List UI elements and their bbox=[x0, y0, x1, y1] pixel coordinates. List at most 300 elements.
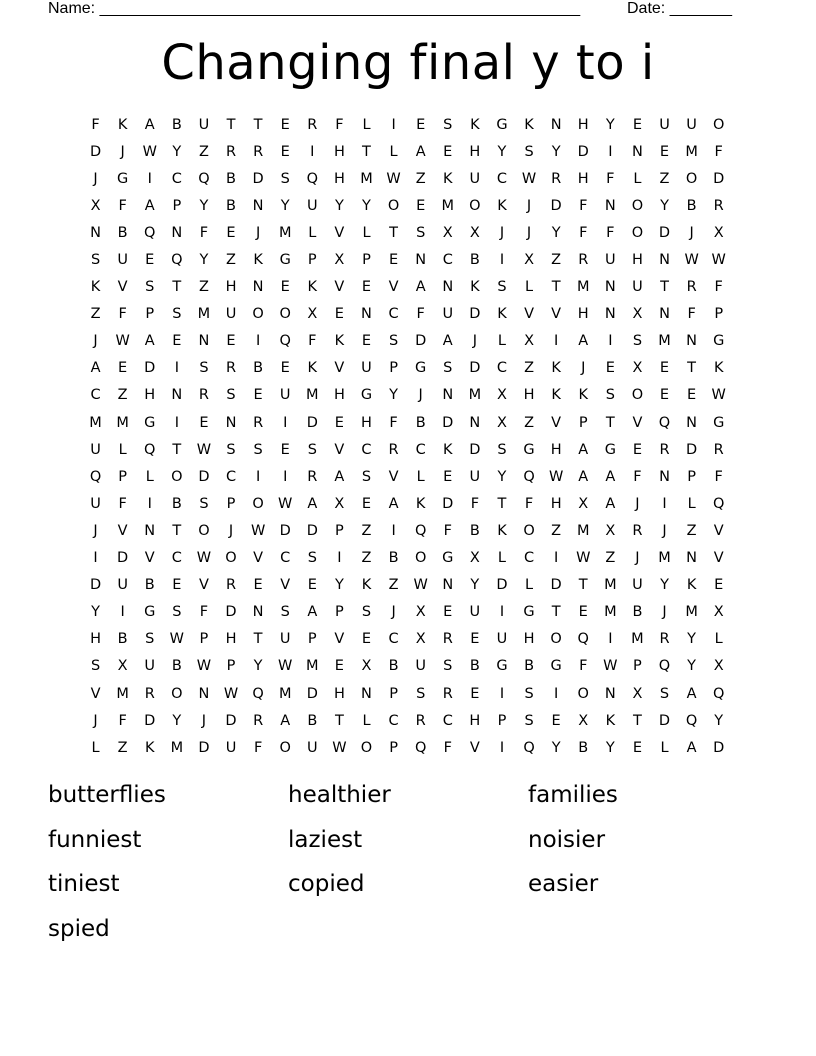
grid-letter[interactable]: N bbox=[442, 387, 454, 404]
grid-letter[interactable]: O bbox=[387, 197, 400, 214]
grid-letter[interactable]: O bbox=[631, 197, 644, 214]
grid-letter[interactable]: G bbox=[713, 333, 725, 350]
grid-letter[interactable]: E bbox=[361, 279, 372, 296]
grid-letter[interactable]: M bbox=[685, 143, 698, 160]
grid-letter[interactable]: J bbox=[255, 224, 261, 241]
grid-letter[interactable]: R bbox=[551, 170, 562, 187]
grid-letter[interactable]: L bbox=[389, 143, 398, 160]
grid-letter[interactable]: H bbox=[333, 143, 345, 160]
grid-letter[interactable]: V bbox=[334, 360, 345, 377]
grid-letter[interactable]: A bbox=[415, 279, 426, 296]
grid-letter[interactable]: N bbox=[361, 685, 372, 702]
grid-letter[interactable]: R bbox=[632, 522, 643, 539]
grid-letter[interactable]: F bbox=[199, 224, 209, 241]
grid-letter[interactable]: M bbox=[604, 577, 617, 594]
grid-letter[interactable]: S bbox=[605, 387, 615, 404]
grid-letter[interactable]: C bbox=[523, 550, 535, 567]
grid-letter[interactable]: S bbox=[145, 631, 155, 648]
grid-letter[interactable]: X bbox=[90, 197, 101, 214]
grid-letter[interactable]: P bbox=[145, 306, 155, 323]
grid-letter[interactable]: A bbox=[144, 197, 155, 214]
grid-letter[interactable]: K bbox=[470, 279, 480, 296]
grid-letter[interactable]: U bbox=[469, 170, 481, 187]
grid-letter[interactable]: D bbox=[89, 143, 102, 160]
grid-letter[interactable]: R bbox=[713, 441, 724, 458]
grid-letter[interactable]: X bbox=[469, 550, 480, 567]
grid-letter[interactable]: K bbox=[253, 252, 263, 269]
grid-letter[interactable]: Y bbox=[199, 252, 209, 269]
grid-letter[interactable]: R bbox=[659, 441, 670, 458]
grid-letter[interactable]: S bbox=[361, 468, 372, 485]
grid-letter[interactable]: W bbox=[196, 550, 212, 567]
grid-letter[interactable]: R bbox=[415, 712, 426, 729]
grid-letter[interactable]: V bbox=[334, 279, 345, 296]
grid-letter[interactable]: A bbox=[578, 441, 589, 458]
grid-letter[interactable]: X bbox=[469, 224, 480, 241]
grid-letter[interactable]: O bbox=[279, 306, 291, 323]
grid-letter[interactable]: I bbox=[120, 604, 125, 621]
grid-letter[interactable]: G bbox=[117, 170, 129, 187]
grid-letter[interactable]: R bbox=[442, 685, 453, 702]
grid-letter[interactable]: K bbox=[361, 577, 372, 594]
grid-letter[interactable]: L bbox=[497, 550, 506, 567]
grid-letter[interactable]: T bbox=[605, 414, 615, 431]
grid-letter[interactable]: X bbox=[632, 685, 643, 702]
grid-letter[interactable]: M bbox=[197, 306, 211, 323]
grid-letter[interactable]: E bbox=[199, 414, 209, 431]
grid-letter[interactable]: V bbox=[90, 685, 101, 702]
grid-letter[interactable]: P bbox=[118, 468, 128, 485]
grid-letter[interactable]: C bbox=[225, 468, 237, 485]
grid-letter[interactable]: D bbox=[550, 577, 562, 594]
grid-letter[interactable]: P bbox=[226, 495, 236, 512]
grid-letter[interactable]: G bbox=[523, 604, 535, 621]
grid-letter[interactable]: U bbox=[442, 306, 454, 323]
grid-letter[interactable]: M bbox=[89, 414, 102, 431]
grid-letter[interactable]: E bbox=[226, 333, 236, 350]
grid-letter[interactable]: Y bbox=[605, 739, 615, 756]
grid-letter[interactable]: I bbox=[174, 414, 179, 431]
grid-letter[interactable]: Z bbox=[117, 739, 128, 756]
grid-letter[interactable]: N bbox=[631, 143, 643, 160]
grid-letter[interactable]: D bbox=[469, 441, 481, 458]
grid-letter[interactable]: C bbox=[496, 360, 508, 377]
grid-letter[interactable]: M bbox=[658, 333, 671, 350]
grid-letter[interactable]: L bbox=[714, 631, 723, 648]
grid-letter[interactable]: Q bbox=[144, 441, 156, 458]
grid-letter[interactable]: Y bbox=[497, 143, 507, 160]
grid-letter[interactable]: E bbox=[714, 577, 724, 594]
grid-letter[interactable]: Z bbox=[198, 279, 209, 296]
grid-letter[interactable]: A bbox=[686, 739, 697, 756]
grid-letter[interactable]: E bbox=[416, 197, 426, 214]
grid-letter[interactable]: J bbox=[526, 224, 532, 241]
grid-letter[interactable]: A bbox=[307, 604, 318, 621]
grid-letter[interactable]: A bbox=[605, 468, 616, 485]
grid-letter[interactable]: S bbox=[172, 604, 182, 621]
grid-letter[interactable]: Y bbox=[551, 739, 561, 756]
grid-letter[interactable]: F bbox=[118, 306, 127, 323]
grid-letter[interactable]: B bbox=[171, 658, 182, 675]
grid-letter[interactable]: X bbox=[415, 604, 426, 621]
grid-letter[interactable]: I bbox=[283, 414, 288, 431]
grid-letter[interactable]: B bbox=[171, 116, 182, 133]
grid-letter[interactable]: S bbox=[443, 116, 453, 133]
grid-letter[interactable]: J bbox=[120, 143, 125, 160]
grid-letter[interactable]: F bbox=[253, 739, 263, 756]
grid-letter[interactable]: B bbox=[117, 631, 128, 648]
grid-letter[interactable]: V bbox=[551, 306, 562, 323]
grid-letter[interactable]: I bbox=[554, 333, 559, 350]
grid-letter[interactable]: I bbox=[499, 604, 505, 621]
grid-letter[interactable]: T bbox=[253, 116, 263, 133]
grid-letter[interactable]: I bbox=[554, 550, 559, 567]
grid-letter[interactable]: Z bbox=[551, 252, 562, 269]
grid-letter[interactable]: M bbox=[278, 224, 292, 241]
grid-letter[interactable]: Y bbox=[714, 712, 724, 729]
grid-letter[interactable]: X bbox=[496, 414, 507, 431]
grid-letter[interactable]: O bbox=[712, 116, 725, 133]
grid-letter[interactable]: L bbox=[362, 116, 371, 133]
grid-letter[interactable]: W bbox=[278, 658, 293, 675]
grid-letter[interactable]: N bbox=[550, 116, 562, 133]
grid-letter[interactable]: G bbox=[279, 252, 291, 269]
grid-letter[interactable]: B bbox=[469, 522, 480, 539]
grid-letter[interactable]: P bbox=[335, 522, 344, 539]
grid-letter[interactable]: E bbox=[443, 468, 453, 485]
grid-letter[interactable]: F bbox=[606, 224, 615, 241]
grid-letter[interactable]: P bbox=[172, 197, 182, 214]
grid-letter[interactable]: S bbox=[361, 604, 372, 621]
grid-letter[interactable]: V bbox=[388, 279, 399, 296]
grid-letter[interactable]: E bbox=[470, 685, 480, 702]
grid-letter[interactable]: V bbox=[280, 577, 291, 594]
grid-letter[interactable]: U bbox=[632, 279, 643, 296]
grid-letter[interactable]: U bbox=[306, 739, 318, 756]
grid-letter[interactable]: R bbox=[225, 360, 237, 377]
grid-letter[interactable]: U bbox=[117, 252, 128, 269]
grid-letter[interactable]: P bbox=[389, 685, 398, 702]
grid-letter[interactable]: N bbox=[225, 414, 237, 431]
grid-letter[interactable]: H bbox=[90, 631, 101, 648]
grid-letter[interactable]: O bbox=[225, 550, 237, 567]
grid-letter[interactable]: P bbox=[307, 631, 317, 648]
grid-letter[interactable]: O bbox=[631, 387, 644, 404]
grid-letter[interactable]: S bbox=[632, 333, 643, 350]
grid-letter[interactable]: C bbox=[388, 712, 399, 729]
grid-letter[interactable]: D bbox=[144, 712, 156, 729]
grid-letter[interactable]: D bbox=[144, 360, 156, 377]
grid-letter[interactable]: E bbox=[145, 252, 155, 269]
grid-letter[interactable]: H bbox=[523, 631, 535, 648]
grid-letter[interactable]: C bbox=[361, 441, 372, 458]
grid-letter[interactable]: W bbox=[603, 658, 618, 675]
grid-letter[interactable]: H bbox=[333, 387, 345, 404]
grid-letter[interactable]: E bbox=[280, 143, 290, 160]
grid-letter[interactable]: V bbox=[469, 739, 480, 756]
grid-letter[interactable]: U bbox=[496, 631, 508, 648]
grid-letter[interactable]: F bbox=[579, 197, 588, 214]
grid-letter[interactable]: W bbox=[413, 577, 428, 594]
grid-letter[interactable]: U bbox=[225, 306, 237, 323]
grid-letter[interactable]: M bbox=[658, 550, 671, 567]
grid-letter[interactable]: F bbox=[389, 414, 398, 431]
grid-letter[interactable]: B bbox=[388, 658, 399, 675]
grid-letter[interactable]: K bbox=[334, 333, 345, 350]
grid-letter[interactable]: S bbox=[443, 658, 453, 675]
grid-letter[interactable]: T bbox=[687, 360, 697, 377]
grid-letter[interactable]: Y bbox=[334, 577, 344, 594]
grid-letter[interactable]: U bbox=[605, 252, 616, 269]
grid-letter[interactable]: R bbox=[578, 252, 589, 269]
grid-letter[interactable]: S bbox=[226, 387, 236, 404]
grid-letter[interactable]: B bbox=[226, 197, 236, 214]
grid-letter[interactable]: A bbox=[90, 360, 101, 377]
grid-letter[interactable]: Q bbox=[89, 468, 102, 485]
grid-letter[interactable]: Q bbox=[658, 414, 671, 431]
grid-letter[interactable]: Y bbox=[362, 197, 371, 214]
grid-letter[interactable]: F bbox=[579, 658, 588, 675]
grid-letter[interactable]: Y bbox=[389, 387, 398, 404]
grid-letter[interactable]: P bbox=[226, 658, 236, 675]
grid-letter[interactable]: M bbox=[116, 414, 129, 431]
grid-letter[interactable]: Y bbox=[605, 116, 615, 133]
grid-letter[interactable]: U bbox=[306, 197, 318, 214]
grid-letter[interactable]: D bbox=[686, 441, 698, 458]
grid-letter[interactable]: D bbox=[469, 360, 481, 377]
grid-letter[interactable]: X bbox=[713, 604, 724, 621]
grid-letter[interactable]: H bbox=[144, 387, 156, 404]
grid-letter[interactable]: V bbox=[334, 631, 345, 648]
grid-letter[interactable]: H bbox=[523, 387, 535, 404]
grid-letter[interactable]: U bbox=[469, 468, 481, 485]
grid-letter[interactable]: S bbox=[172, 306, 182, 323]
grid-letter[interactable]: F bbox=[524, 495, 534, 512]
grid-letter[interactable]: E bbox=[253, 577, 263, 594]
grid-letter[interactable]: R bbox=[225, 143, 237, 160]
grid-letter[interactable]: W bbox=[223, 685, 239, 702]
grid-letter[interactable]: F bbox=[470, 495, 480, 512]
grid-letter[interactable]: R bbox=[388, 441, 399, 458]
grid-letter[interactable]: U bbox=[659, 116, 670, 133]
grid-letter[interactable]: X bbox=[415, 631, 426, 648]
grid-letter[interactable]: R bbox=[253, 712, 264, 729]
grid-letter[interactable]: J bbox=[93, 170, 98, 187]
grid-letter[interactable]: K bbox=[307, 360, 318, 377]
grid-letter[interactable]: S bbox=[90, 252, 101, 269]
grid-letter[interactable]: D bbox=[198, 468, 210, 485]
grid-letter[interactable]: U bbox=[279, 631, 291, 648]
grid-letter[interactable]: D bbox=[442, 414, 454, 431]
grid-letter[interactable]: A bbox=[415, 143, 426, 160]
grid-letter[interactable]: K bbox=[578, 387, 588, 404]
grid-letter[interactable]: D bbox=[577, 143, 589, 160]
grid-letter[interactable]: I bbox=[310, 143, 315, 160]
grid-letter[interactable]: D bbox=[442, 495, 454, 512]
grid-letter[interactable]: Z bbox=[388, 577, 399, 594]
grid-letter[interactable]: Q bbox=[523, 468, 535, 485]
grid-letter[interactable]: B bbox=[307, 712, 318, 729]
grid-letter[interactable]: C bbox=[496, 170, 508, 187]
grid-letter[interactable]: L bbox=[633, 170, 642, 187]
grid-letter[interactable]: J bbox=[93, 712, 98, 729]
grid-letter[interactable]: N bbox=[604, 197, 616, 214]
grid-letter[interactable]: Q bbox=[523, 739, 535, 756]
grid-letter[interactable]: W bbox=[711, 252, 726, 269]
grid-letter[interactable]: M bbox=[604, 604, 617, 621]
grid-letter[interactable]: E bbox=[632, 441, 642, 458]
grid-letter[interactable]: G bbox=[360, 387, 373, 404]
grid-letter[interactable]: P bbox=[497, 712, 507, 729]
grid-letter[interactable]: K bbox=[524, 116, 534, 133]
grid-letter[interactable]: U bbox=[279, 387, 291, 404]
grid-letter[interactable]: V bbox=[253, 550, 264, 567]
grid-letter[interactable]: K bbox=[470, 116, 480, 133]
grid-letter[interactable]: A bbox=[307, 495, 318, 512]
grid-letter[interactable]: H bbox=[361, 414, 372, 431]
grid-letter[interactable]: N bbox=[144, 522, 156, 539]
grid-letter[interactable]: A bbox=[442, 333, 453, 350]
grid-letter[interactable]: L bbox=[525, 279, 534, 296]
grid-letter[interactable]: I bbox=[499, 685, 505, 702]
grid-letter[interactable]: F bbox=[416, 306, 425, 323]
grid-letter[interactable]: Q bbox=[712, 495, 725, 512]
grid-letter[interactable]: Z bbox=[659, 170, 670, 187]
grid-letter[interactable]: V bbox=[334, 224, 345, 241]
grid-letter[interactable]: L bbox=[687, 495, 696, 512]
grid-letter[interactable]: O bbox=[360, 739, 373, 756]
grid-letter[interactable]: S bbox=[199, 495, 209, 512]
grid-letter[interactable]: I bbox=[283, 468, 288, 485]
grid-letter[interactable]: X bbox=[334, 495, 345, 512]
grid-letter[interactable]: M bbox=[441, 197, 455, 214]
grid-letter[interactable]: Z bbox=[117, 387, 128, 404]
grid-letter[interactable]: N bbox=[198, 685, 210, 702]
grid-letter[interactable]: F bbox=[579, 224, 588, 241]
grid-letter[interactable]: S bbox=[416, 685, 426, 702]
grid-letter[interactable]: Q bbox=[577, 631, 589, 648]
grid-letter[interactable]: J bbox=[689, 224, 694, 241]
grid-letter[interactable]: R bbox=[713, 197, 724, 214]
grid-letter[interactable]: F bbox=[714, 468, 723, 485]
grid-letter[interactable]: J bbox=[662, 522, 667, 539]
grid-letter[interactable]: T bbox=[253, 631, 263, 648]
grid-letter[interactable]: H bbox=[225, 279, 237, 296]
grid-letter[interactable]: T bbox=[389, 224, 398, 241]
grid-letter[interactable]: E bbox=[118, 360, 128, 377]
grid-letter[interactable]: B bbox=[469, 658, 480, 675]
grid-letter[interactable]: F bbox=[443, 739, 452, 756]
grid-letter[interactable]: S bbox=[280, 604, 290, 621]
grid-letter[interactable]: N bbox=[604, 306, 616, 323]
grid-letter[interactable]: E bbox=[551, 712, 561, 729]
grid-letter[interactable]: H bbox=[631, 252, 643, 269]
grid-letter[interactable]: Y bbox=[280, 197, 290, 214]
grid-letter[interactable]: N bbox=[442, 577, 454, 594]
grid-letter[interactable]: R bbox=[225, 577, 237, 594]
grid-letter[interactable]: I bbox=[255, 333, 261, 350]
grid-letter[interactable]: E bbox=[172, 333, 182, 350]
grid-letter[interactable]: S bbox=[90, 658, 101, 675]
grid-letter[interactable]: S bbox=[307, 441, 317, 458]
grid-letter[interactable]: Z bbox=[198, 143, 209, 160]
grid-letter[interactable]: D bbox=[713, 170, 725, 187]
grid-letter[interactable]: E bbox=[280, 441, 290, 458]
grid-letter[interactable]: E bbox=[605, 360, 615, 377]
grid-letter[interactable]: F bbox=[308, 333, 317, 350]
grid-letter[interactable]: U bbox=[90, 441, 101, 458]
grid-letter[interactable]: B bbox=[632, 604, 643, 621]
grid-letter[interactable]: W bbox=[684, 252, 699, 269]
grid-letter[interactable]: Z bbox=[415, 170, 426, 187]
grid-letter[interactable]: L bbox=[525, 577, 534, 594]
grid-letter[interactable]: M bbox=[576, 279, 590, 296]
grid-letter[interactable]: U bbox=[198, 116, 210, 133]
grid-letter[interactable]: R bbox=[307, 468, 318, 485]
grid-letter[interactable]: Z bbox=[524, 360, 535, 377]
grid-letter[interactable]: H bbox=[550, 495, 562, 512]
grid-letter[interactable]: J bbox=[201, 712, 207, 729]
grid-letter[interactable]: X bbox=[524, 333, 535, 350]
grid-letter[interactable]: Y bbox=[660, 577, 669, 594]
grid-letter[interactable]: R bbox=[253, 414, 264, 431]
grid-letter[interactable]: N bbox=[90, 224, 101, 241]
grid-letter[interactable]: E bbox=[361, 333, 372, 350]
grid-letter[interactable]: N bbox=[659, 468, 670, 485]
grid-letter[interactable]: I bbox=[391, 522, 396, 539]
grid-letter[interactable]: X bbox=[632, 360, 643, 377]
grid-letter[interactable]: B bbox=[144, 577, 155, 594]
grid-letter[interactable]: R bbox=[198, 387, 209, 404]
grid-letter[interactable]: F bbox=[443, 522, 452, 539]
grid-letter[interactable]: C bbox=[388, 306, 399, 323]
grid-letter[interactable]: L bbox=[91, 739, 100, 756]
grid-letter[interactable]: C bbox=[280, 550, 291, 567]
grid-letter[interactable]: W bbox=[278, 495, 293, 512]
grid-letter[interactable]: O bbox=[198, 522, 210, 539]
grid-letter[interactable]: R bbox=[442, 631, 453, 648]
grid-letter[interactable]: E bbox=[659, 360, 670, 377]
grid-letter[interactable]: H bbox=[333, 170, 345, 187]
grid-letter[interactable]: D bbox=[550, 197, 562, 214]
grid-letter[interactable]: D bbox=[496, 577, 508, 594]
grid-letter[interactable]: M bbox=[306, 387, 319, 404]
grid-letter[interactable]: I bbox=[147, 495, 152, 512]
grid-letter[interactable]: I bbox=[93, 550, 98, 567]
grid-letter[interactable]: C bbox=[415, 441, 426, 458]
grid-letter[interactable]: L bbox=[118, 441, 127, 458]
grid-letter[interactable]: N bbox=[171, 224, 183, 241]
grid-letter[interactable]: W bbox=[711, 387, 726, 404]
grid-letter[interactable]: T bbox=[172, 522, 182, 539]
grid-letter[interactable]: J bbox=[581, 360, 586, 377]
grid-letter[interactable]: B bbox=[469, 252, 480, 269]
grid-letter[interactable]: P bbox=[389, 739, 398, 756]
grid-letter[interactable]: J bbox=[635, 495, 640, 512]
grid-letter[interactable]: H bbox=[333, 685, 345, 702]
grid-letter[interactable]: P bbox=[633, 658, 642, 675]
grid-letter[interactable]: Q bbox=[414, 739, 427, 756]
grid-letter[interactable]: H bbox=[550, 441, 562, 458]
grid-letter[interactable]: M bbox=[170, 739, 184, 756]
grid-letter[interactable]: O bbox=[523, 522, 535, 539]
grid-letter[interactable]: H bbox=[577, 116, 589, 133]
grid-letter[interactable]: Z bbox=[524, 414, 535, 431]
grid-letter[interactable]: L bbox=[362, 712, 371, 729]
grid-letter[interactable]: I bbox=[554, 685, 559, 702]
grid-letter[interactable]: N bbox=[469, 414, 481, 431]
grid-letter[interactable]: T bbox=[660, 279, 669, 296]
